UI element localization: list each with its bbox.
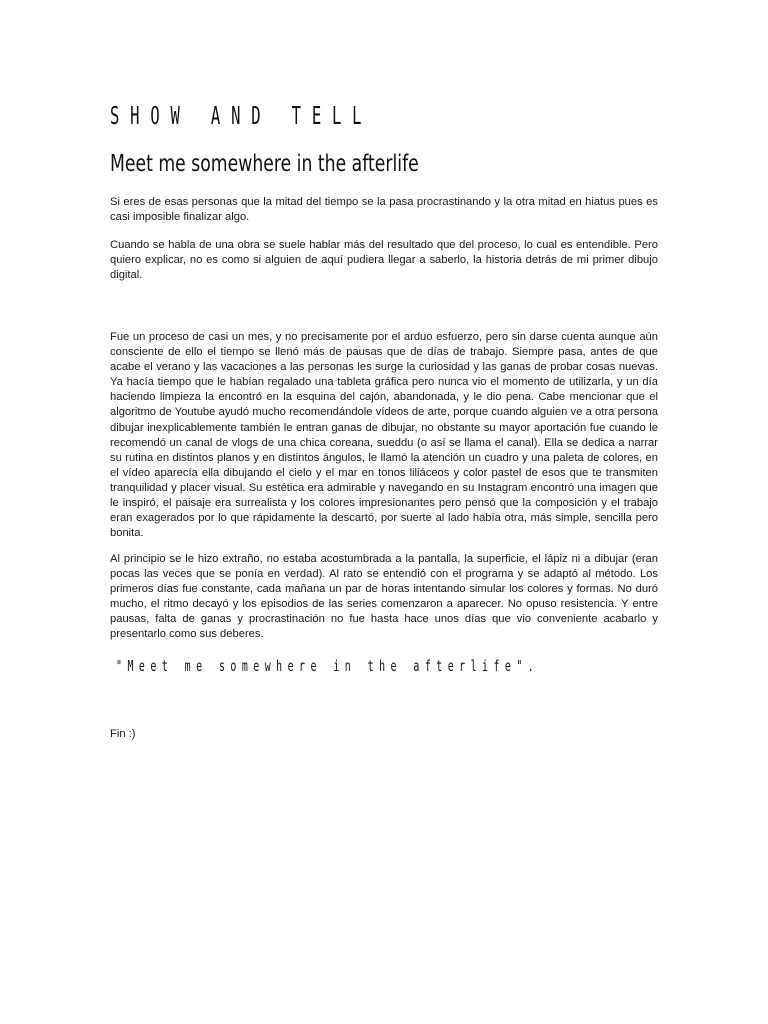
closing-text: Fin :): [110, 728, 136, 740]
paragraph-execution: Al principio se le hizo extraño, no estaba acostumbrada a la pantalla, la superficie, el lápiz ni a dibujar (eran pocas las veces que se ponía en verdad). Al rato se entendió con el programa y se adaptó al método. Los primeros días fue constante, cada mañana un par de horas intentando simular los colores y formas. No duró mucho, el ritmo decayó y los episodios de las series comenzaron a aparecer. No opuso resistencia. Y entre pausas, falta de ganas y procrastinación no fue hasta hace unos días que vio conveniente acabarlo y presentarlo como sus deberes.: [110, 553, 658, 641]
paragraph-intro: Si eres de esas personas que la mitad del tiempo se la pasa procrastinando y la otra mitad en hiatus pues es casi imposible finalizar algo.: [110, 196, 658, 224]
paragraph-context: Cuando se habla de una obra se suele hablar más del resultado que del proceso, lo cual es entendible. Pero quiero explicar, no es como si alguien de aquí pudiera llegar a saberlo, la historia detrás de mi primer dibujo digital.: [110, 239, 658, 282]
document-heading: SHOW AND TELL: [110, 101, 373, 130]
document-subtitle: Meet me somewhere in the afterlife: [110, 151, 419, 177]
paragraph-process: Fue un proceso de casi un mes, y no precisamente por el arduo esfuerzo, pero sin darse cuenta aunque aún consciente de ello el tiempo se llenó más de pausas que de días de trabajo. Siempre pasa, antes de que acabe el verano y las vacaciones a las personas les surge la curiosidad y las ganas de probar cosas nuevas. Ya hacía tiempo que le habían regalado una tableta gráfica pero nunca vio el momento de utilizarla, y un día haciendo limpieza la encontró en la esquina del cajón, abandonada, y le dio pena. Cabe mencionar que el algoritmo de Youtube ayudó mucho recomendándole vídeos de arte, porque cuando alguien ve a otra persona dibujar inexplicablemente también le entran ganas de dibujar, no obstante su mayor aportación fue cuando le recomendó un canal de vlogs de una chica coreana, sueddu (o así se llama el canal). Ella se dedica a narrar su rutina en distintos planos y en distintos ángulos, le llamó la atención un cuadro y una paleta de colores, en el vídeo aparecía ella dibujando el cielo y el mar en tonos liliáceos y color pastel de esos que te transmiten tranquilidad y placer visual. Su estética era admirable y navegando en su Instagram encontró una imagen que le inspiró, el paisaje era surrealista y los colores impresionantes pero pensó que la composición y el trabajo eran exagerados por lo que rápidamente la descartó, por suerte al lado había otra, más simple, sencilla pero bonita.: [110, 331, 658, 540]
artwork-title-quote: "Meet me somewhere in the afterlife".: [116, 657, 540, 675]
